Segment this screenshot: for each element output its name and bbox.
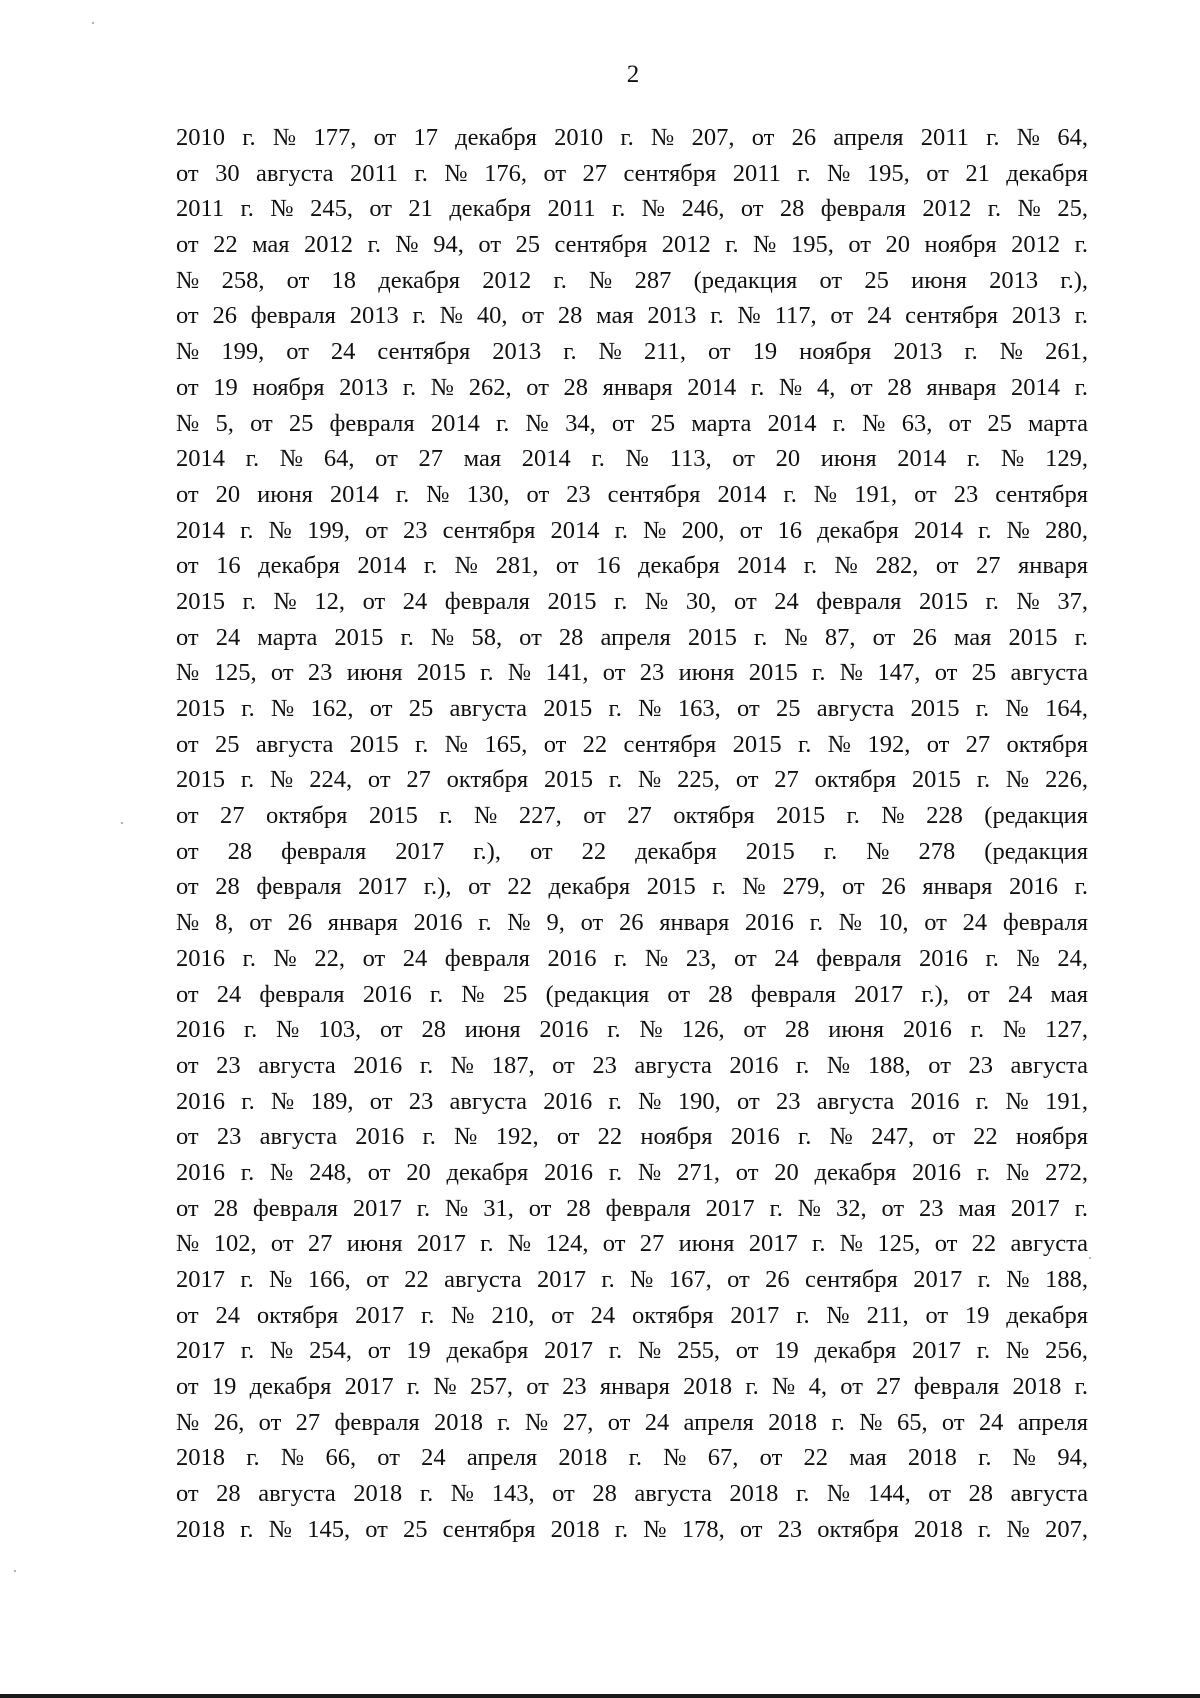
text-line: 2011 г. № 245, от 21 декабря 2011 г. № 246, от 28 февраля 2012 г. № 25, <box>176 195 1088 223</box>
text-line: № 26, от 27 февраля 2018 г. № 27, от 24 апреля 2018 г. № 65, от 24 апреля <box>176 1408 1088 1436</box>
text-line: от 28 августа 2018 г. № 143, от 28 августа 2018 г. № 144, от 28 августа <box>176 1480 1088 1508</box>
text-line: 2015 г. № 12, от 24 февраля 2015 г. № 30, от 24 февраля 2015 г. № 37, <box>176 587 1088 615</box>
scan-bottom-edge <box>0 1694 1200 1698</box>
text-line: № 199, от 24 сентября 2013 г. № 211, от 19 ноября 2013 г. № 261, <box>176 338 1088 366</box>
text-line: 2016 г. № 103, от 28 июня 2016 г. № 126, от 28 июня 2016 г. № 127, <box>176 1016 1088 1044</box>
document-body-text <box>176 120 1088 1548</box>
scan-speck <box>14 1570 16 1572</box>
text-line: от 24 марта 2015 г. № 58, от 28 апреля 2015 г. № 87, от 26 мая 2015 г. <box>176 623 1088 651</box>
text-line: от 28 февраля 2017 г. № 31, от 28 февраля 2017 г. № 32, от 23 мая 2017 г. <box>176 1194 1088 1222</box>
text-line: от 28 февраля 2017 г.), от 22 декабря 2015 г. № 278 (редакция <box>176 837 1088 865</box>
text-line: № 5, от 25 февраля 2014 г. № 34, от 25 марта 2014 г. № 63, от 25 марта <box>176 409 1088 437</box>
scan-speck <box>1089 1257 1091 1259</box>
scan-speck <box>121 822 123 824</box>
text-line: № 258, от 18 декабря 2012 г. № 287 (редакция от 25 июня 2013 г.), <box>176 266 1088 294</box>
text-line: № 102, от 27 июня 2017 г. № 124, от 27 июня 2017 г. № 125, от 22 августа <box>176 1230 1088 1258</box>
text-line: 2010 г. № 177, от 17 декабря 2010 г. № 207, от 26 апреля 2011 г. № 64, <box>176 124 1088 151</box>
text-line: 2018 г. № 66, от 24 апреля 2018 г. № 67, от 22 мая 2018 г. № 94, <box>176 1444 1088 1472</box>
text-line: 2016 г. № 22, от 24 февраля 2016 г. № 23, от 24 февраля 2016 г. № 24, <box>176 944 1088 972</box>
text-line: 2014 г. № 199, от 23 сентября 2014 г. № 200, от 16 декабря 2014 г. № 280, <box>176 516 1088 544</box>
text-line: от 23 августа 2016 г. № 187, от 23 августа 2016 г. № 188, от 23 августа <box>176 1051 1088 1079</box>
text-line: 2016 г. № 189, от 23 августа 2016 г. № 190, от 23 августа 2016 г. № 191, <box>176 1087 1088 1115</box>
text-line: 2015 г. № 224, от 27 октября 2015 г. № 225, от 27 октября 2015 г. № 226, <box>176 766 1088 794</box>
text-line: 2018 г. № 145, от 25 сентября 2018 г. № 178, от 23 октября 2018 г. № 207, <box>176 1515 1088 1543</box>
text-line: от 27 октября 2015 г. № 227, от 27 октября 2015 г. № 228 (редакция <box>176 802 1088 830</box>
text-line: 2016 г. № 248, от 20 декабря 2016 г. № 271, от 20 декабря 2016 г. № 272, <box>176 1158 1088 1186</box>
text-line: от 23 августа 2016 г. № 192, от 22 ноября 2016 г. № 247, от 22 ноября <box>176 1123 1088 1151</box>
text-line: 2015 г. № 162, от 25 августа 2015 г. № 163, от 25 августа 2015 г. № 164, <box>176 695 1088 722</box>
page-number: 2 <box>626 61 640 88</box>
text-line: от 28 февраля 2017 г.), от 22 декабря 2015 г. № 279, от 26 января 2016 г. <box>176 873 1088 901</box>
text-line: от 20 июня 2014 г. № 130, от 23 сентября 2014 г. № 191, от 23 сентября <box>176 480 1088 508</box>
text-line: от 19 декабря 2017 г. № 257, от 23 января 2018 г. № 4, от 27 февраля 2018 г. <box>176 1373 1088 1401</box>
text-line: от 24 февраля 2016 г. № 25 (редакция от 28 февраля 2017 г.), от 24 мая <box>176 980 1088 1008</box>
text-line: от 22 мая 2012 г. № 94, от 25 сентября 2012 г. № 195, от 20 ноября 2012 г. <box>176 231 1088 259</box>
text-line: от 30 августа 2011 г. № 176, от 27 сентября 2011 г. № 195, от 21 декабря <box>176 159 1088 187</box>
text-line: от 26 февраля 2013 г. № 40, от 28 мая 2013 г. № 117, от 24 сентября 2013 г. <box>176 302 1088 330</box>
text-line: 2017 г. № 254, от 19 декабря 2017 г. № 255, от 19 декабря 2017 г. № 256, <box>176 1337 1088 1365</box>
text-line: от 24 октября 2017 г. № 210, от 24 октября 2017 г. № 211, от 19 декабря <box>176 1301 1088 1329</box>
text-line: от 19 ноября 2013 г. № 262, от 28 января 2014 г. № 4, от 28 января 2014 г. <box>176 373 1088 401</box>
scan-speck <box>92 22 94 24</box>
text-line: 2017 г. № 166, от 22 августа 2017 г. № 167, от 26 сентября 2017 г. № 188, <box>176 1266 1088 1293</box>
text-line: от 25 августа 2015 г. № 165, от 22 сентября 2015 г. № 192, от 27 октября <box>176 730 1088 758</box>
text-line: № 8, от 26 января 2016 г. № 9, от 26 января 2016 г. № 10, от 24 февраля <box>176 909 1088 937</box>
text-line: от 16 декабря 2014 г. № 281, от 16 декабря 2014 г. № 282, от 27 января <box>176 552 1088 580</box>
text-line: № 125, от 23 июня 2015 г. № 141, от 23 июня 2015 г. № 147, от 25 августа <box>176 659 1088 687</box>
text-line: 2014 г. № 64, от 27 мая 2014 г. № 113, от 20 июня 2014 г. № 129, <box>176 445 1088 473</box>
